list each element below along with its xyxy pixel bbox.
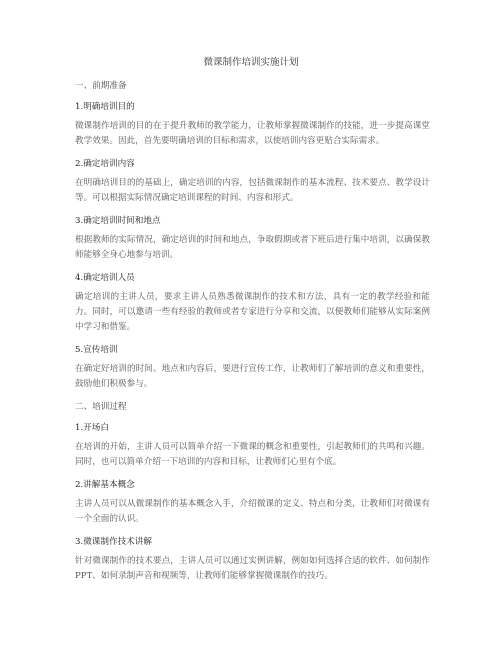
- subsection-heading: 4.确定培训人员: [75, 273, 135, 283]
- subsection-heading: 1.开场白: [75, 423, 109, 433]
- paragraph: 在确定好培训的时间、地点和内容后，要进行宣传工作，让教师们了解培训的意义和重要性，鼓励他们积极参与。: [75, 364, 430, 389]
- subsection-heading: 2.确定培训内容: [75, 159, 135, 169]
- subsection-heading: 2.讲解基本概念: [75, 480, 135, 490]
- paragraph: 主讲人员可以从微课制作的基本概念入手，介绍微课的定义、特点和分类，让教师们对微课有一个全面的认识。: [75, 499, 430, 524]
- paragraph: 确定培训的主讲人员，要求主讲人员熟悉微课制作的技术和方法，具有一定的教学经验和能力。同时，可以邀请一些有经验的教师或者专家进行分享和交流，以便教师们能够从实际案例中学习和借鉴。: [75, 292, 430, 332]
- subsection-heading: 3.微课制作技术讲解: [75, 537, 152, 547]
- paragraph: 微课制作培训的目的在于提升教师的教学能力，让教师掌握微课制作的技能，进一步提高课堂教学效果。因此，首先要明确培训的目标和需求，以使培训内容更贴合实际需求。: [75, 121, 430, 146]
- subsection-heading: 1.明确培训目的: [75, 102, 135, 112]
- paragraph: 针对微课制作的技术要点，主讲人员可以通过实例讲解，例如如何选择合适的软件、如何制作PPT、如何录制声音和视频等，让教师们能够掌握微课制作的技巧。: [75, 556, 430, 581]
- paragraph: 在明确培训目的的基础上，确定培训的内容，包括微课制作的基本流程、技术要点、教学设计等。可以根据实际情况确定培训课程的时间、内容和形式。: [75, 178, 430, 203]
- subsection-heading: 5.宣传培训: [75, 345, 118, 355]
- section-heading: 二、培训过程: [75, 402, 127, 412]
- document-body: [75, 80, 430, 593]
- subsection-heading: 3.确定培训时间和地点: [75, 216, 161, 226]
- section-heading: 一、前期准备: [75, 81, 127, 91]
- paragraph: 根据教师的实际情况，确定培训的时间和地点，争取假期或者下班后进行集中培训，以确保教师能够全身心地参与培训。: [75, 235, 430, 260]
- paragraph: 在培训的开始，主讲人员可以简单介绍一下微课的概念和重要性，引起教师们的共鸣和兴趣。同时，也可以简单介绍一下培训的内容和目标，让教师们心里有个底。: [75, 442, 430, 467]
- document-title: 微课制作培训实施计划: [203, 57, 299, 68]
